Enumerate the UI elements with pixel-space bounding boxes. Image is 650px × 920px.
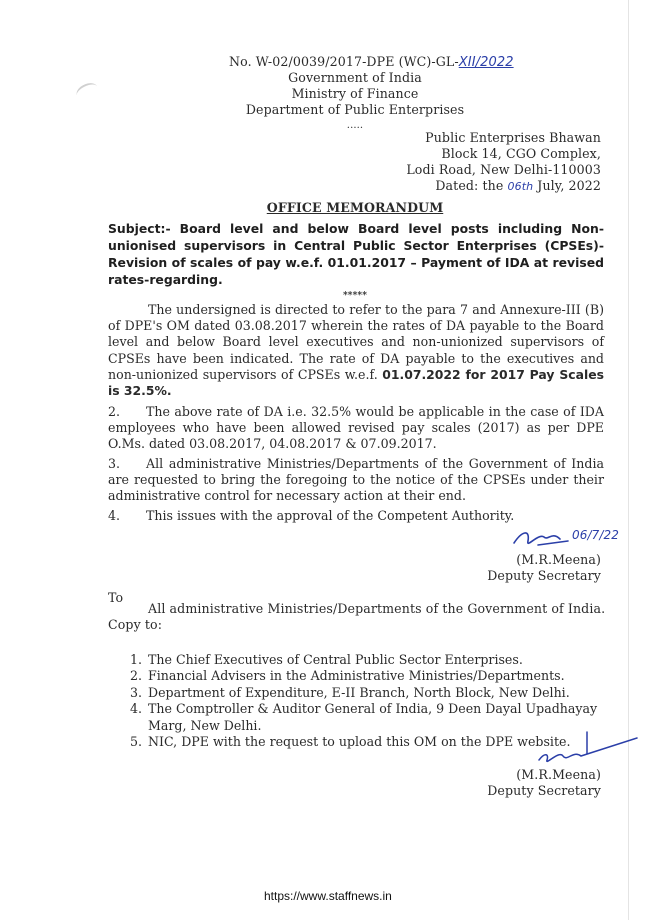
signature-1-name: (M.R.Meena) — [516, 552, 601, 567]
copy-to-item: 2. Financial Advisers in the Administrative Ministries/Departments. — [146, 668, 616, 684]
signature-2-designation: Deputy Secretary — [487, 783, 601, 798]
department-line: Department of Public Enterprises — [245, 102, 465, 117]
paragraph-1 — [108, 302, 604, 399]
copy-to-item: 3. Department of Expenditure, E-II Branch, North Block, New Delhi. — [146, 685, 616, 701]
dated-line — [435, 178, 601, 195]
separator-stars: ***** — [342, 291, 368, 301]
ministry-line: Ministry of Finance — [291, 86, 419, 101]
paragraph-4 — [108, 508, 604, 524]
government-line: Government of India — [288, 70, 422, 85]
paragraph-2-text: The above rate of DA i.e. 32.5% would be applicable in the case of IDA employees who have been allowed revised pay scales (2017) as per DPE O.Ms. dated 03.08.2017, 04.08.2017 & 07.09.2017. — [108, 404, 604, 452]
paragraph-2-number: 2. — [108, 404, 121, 419]
copy-to-item: 1. The Chief Executives of Central Public Sector Enterprises. — [146, 652, 616, 668]
address-line-3: Lodi Road, New Delhi-110003 — [406, 162, 601, 177]
signature-1-date: 06/7/22 — [572, 528, 619, 542]
address-line-1: Public Enterprises Bhawan — [425, 130, 601, 145]
paragraph-3 — [108, 456, 604, 505]
reference-number-printed: No. W-02/0039/2017-DPE (WC)-GL- — [229, 54, 459, 69]
paragraph-3-number: 3. — [108, 456, 121, 471]
paragraph-3-text: All administrative Ministries/Departments of the Government of India are requested to bring the foregoing to the notice of the CPSEs under their administrative control for necessary action at their end. — [108, 456, 604, 504]
paragraph-4-number: 4. — [108, 508, 121, 523]
page-edge-line — [628, 0, 629, 920]
header-dots: ..... — [346, 120, 364, 131]
paragraph-1-text: The undersigned is directed to refer to the para 7 and Annexure-III (B) of DPE's OM dated 03.08.2017 wherein the rates of DA payable to the Board level and below Board level executives and non-unionized supervisors of CPSEs have been indicated. The rate of DA payable to the executives and non-unionized supervisors of CPSEs w.e.f. — [108, 302, 604, 382]
copy-to-item: 5. NIC, DPE with the request to upload this OM on the DPE website. — [146, 734, 616, 750]
signature-2-name: (M.R.Meena) — [516, 767, 601, 782]
dated-handwritten: 06th — [507, 180, 534, 193]
reference-number — [229, 54, 514, 71]
office-memorandum-title: OFFICE MEMORANDUM — [266, 200, 444, 215]
dated-suffix: July, 2022 — [533, 178, 601, 193]
to-recipient: All administrative Ministries/Departments of the Government of India. — [148, 601, 606, 616]
copy-to-item: 4. The Comptroller & Auditor General of India, 9 Deen Dayal Upadhayay Marg, New Delhi. — [146, 701, 616, 734]
address-line-2: Block 14, CGO Complex, — [441, 146, 601, 161]
signature-2-mark — [525, 730, 645, 770]
dated-prefix: Dated: the — [435, 178, 508, 193]
signature-1-designation: Deputy Secretary — [487, 568, 601, 583]
paragraph-4-text: This issues with the approval of the Competent Authority. — [146, 508, 515, 523]
to-label: To — [108, 590, 124, 605]
footer-url[interactable]: https://www.staffnews.in — [264, 889, 392, 903]
reference-number-handwritten: XII/2022 — [458, 55, 514, 70]
subject-text: Subject:- Board level and below Board level posts including Non-unionised supervisors in Central Public Sector Enterprises (CPSEs)- Revision of scales of pay w.e.f. 01.01.2017 – Payment of IDA at revised rates-regarding. — [108, 221, 604, 287]
paragraph-1-bold: 01.07.2022 for 2017 Pay Scales is 32.5%. — [108, 366, 604, 399]
paragraph-2 — [108, 404, 604, 453]
copy-to-label: Copy to: — [108, 617, 163, 632]
